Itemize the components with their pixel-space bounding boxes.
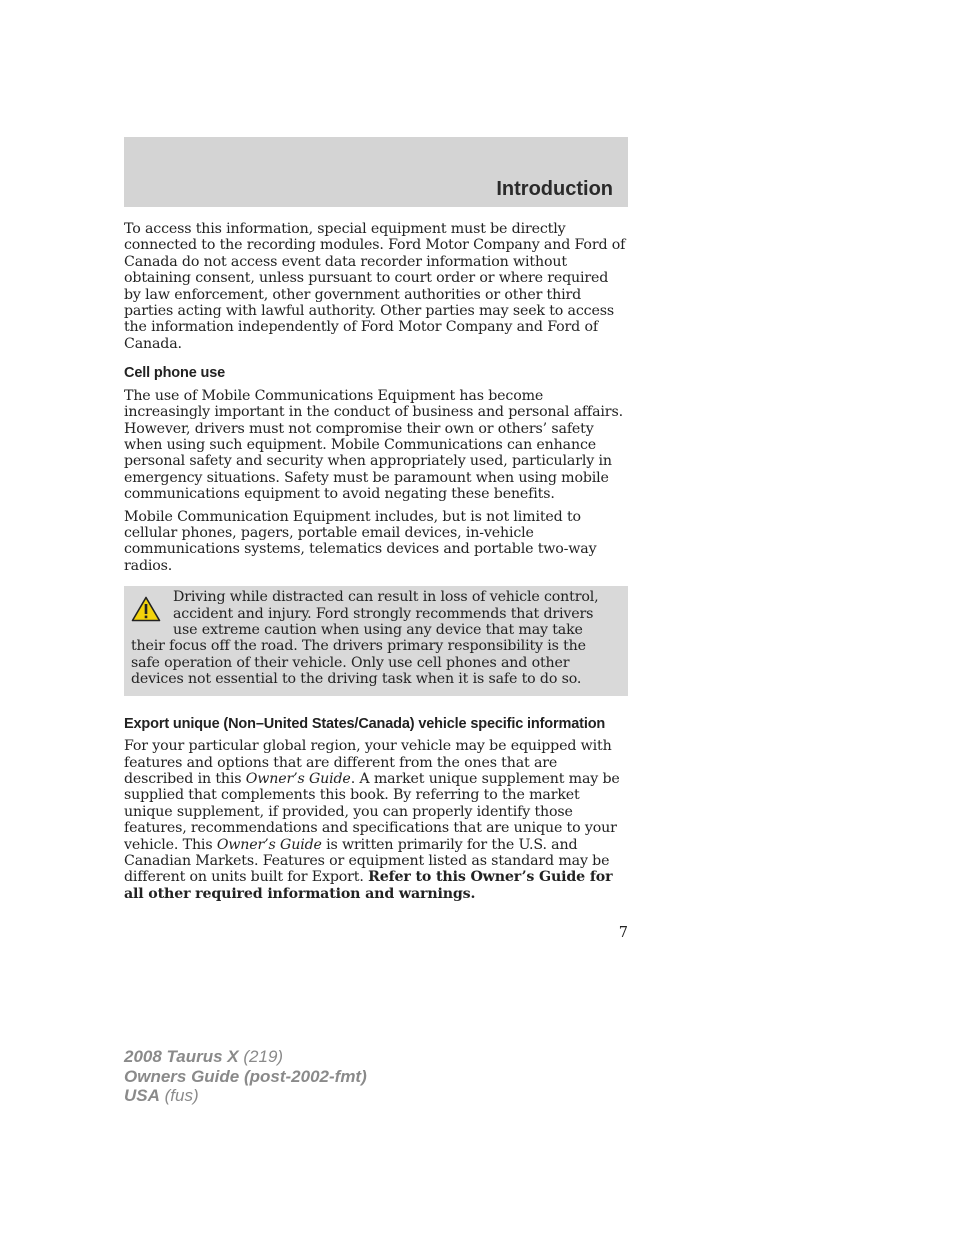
footer-line-2 bbox=[124, 1067, 367, 1087]
export-text-2: . A market unique supplement may be supplied that complements this book. By referring to the market unique supplement, if provided, you can properly identify those features, recommendations and specifications that are unique to your vehicle. This bbox=[124, 770, 620, 853]
cell-phone-paragraph-1: The use of Mobile Communications Equipment has become increasingly important in the conduct of business and personal affairs. However, drivers must not compromise their own or others’ safety when using such equipment. Mobile Communications can enhance personal safety and security when appropriately used, particularly in emergency situations. Safety must be paramount when using mobile communications equipment to avoid negating these benefits. bbox=[124, 387, 623, 503]
footer-guide: Owners Guide (post-2002-fmt) bbox=[124, 1066, 367, 1086]
footer-market: USA bbox=[124, 1086, 160, 1105]
footer-line-3 bbox=[124, 1086, 367, 1106]
export-italic-2: Owner’s Guide bbox=[216, 836, 322, 853]
cell-phone-heading: Cell phone use bbox=[124, 365, 226, 382]
warning-box bbox=[124, 586, 628, 695]
section-header-band bbox=[124, 137, 628, 207]
export-text-1: For your particular global region, your vehicle may be equipped with features and options that are different from the ones that are described in this bbox=[124, 738, 612, 787]
footer-model-code: (219) bbox=[238, 1047, 284, 1066]
intro-paragraph: To access this information, special equipment must be directly connected to the recording modules. Ford Motor Company and Ford of Canada do not access event data recorder information without obtaining consent, unless pursuant to court order or where required by law enforcement, other government authorities or other third parties acting with lawful authority. Other parties may seek to access the information independently of Ford Motor Company and Ford of Canada. bbox=[124, 221, 626, 352]
page-number: 7 bbox=[618, 925, 628, 941]
footer-market-code: (fus) bbox=[159, 1086, 199, 1105]
footer-imprint bbox=[124, 1047, 367, 1106]
footer-model: 2008 Taurus X bbox=[124, 1047, 239, 1066]
warning-triangle-icon bbox=[131, 596, 161, 622]
warning-text: Driving while distracted can result in loss of vehicle control, accident and injury. Ford strongly recommends that drivers use extreme caution when using any device that may take their focus off the road. The drivers primary responsibility is the safe operation of their vehicle. Only use cell phones and other devices not essential to the driving task when it is safe to do so. bbox=[131, 589, 599, 688]
section-title: Introduction bbox=[496, 178, 613, 200]
export-heading: Export unique (Non–United States/Canada) vehicle specific information bbox=[124, 715, 606, 732]
export-text-3: is written primarily for the U.S. and Canadian Markets. Features or equipment listed as standard may be different on units built for Export. bbox=[124, 836, 610, 886]
cell-phone-paragraph-2: Mobile Communication Equipment includes, but is not limited to cellular phones, pagers, portable email devices, in-vehicle communications systems, telematics devices and portable two-way radios. bbox=[124, 508, 597, 574]
export-bold-text: Refer to this Owner’s Guide for all other required information and warnings. bbox=[124, 869, 613, 902]
export-italic-1: Owner’s Guide bbox=[245, 770, 351, 787]
page-content bbox=[124, 221, 628, 908]
footer-line-1 bbox=[124, 1047, 367, 1067]
export-paragraph bbox=[124, 738, 628, 902]
